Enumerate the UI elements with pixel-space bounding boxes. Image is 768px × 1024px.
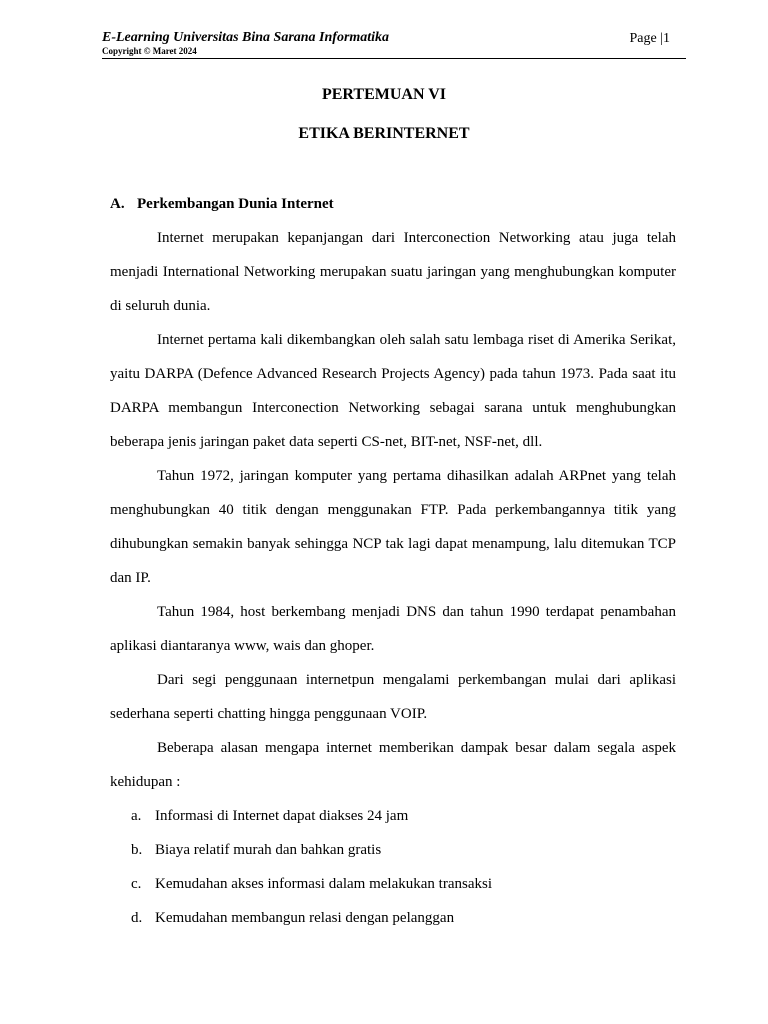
paragraph: Beberapa alasan mengapa internet memberikan dampak besar dalam segala aspek kehidupan : xyxy=(110,740,676,790)
list-item xyxy=(110,901,676,935)
header-title: E-Learning Universitas Bina Sarana Informatika xyxy=(102,30,390,45)
list-item xyxy=(110,833,676,867)
list-item-text: Informasi di Internet dapat diakses 24 jam xyxy=(155,808,409,824)
list-item-text: Biaya relatif murah dan bahkan gratis xyxy=(155,842,382,858)
page-number: Page |1 xyxy=(629,31,670,46)
list-item xyxy=(110,799,676,833)
section-heading-text: Perkembangan Dunia Internet xyxy=(137,196,334,212)
paragraph: Tahun 1984, host berkembang menjadi DNS dan tahun 1990 terdapat penambahan aplikasi diantaranya www, wais dan ghoper. xyxy=(110,604,676,654)
list-marker: c. xyxy=(131,876,142,892)
list-marker: a. xyxy=(131,808,142,824)
paragraph: Internet merupakan kepanjangan dari Interconection Networking atau juga telah menjadi International Networking merupakan suatu jaringan yang menghubungkan komputer di seluruh dunia. xyxy=(110,230,676,314)
list-item xyxy=(110,867,676,901)
section-letter: A. xyxy=(110,196,125,212)
header-copyright: Copyright © Maret 2024 xyxy=(102,46,197,56)
reasons-list xyxy=(110,799,676,935)
paragraph: Dari segi penggunaan internetpun mengalami perkembangan mulai dari aplikasi sederhana seperti chatting hingga penggunaan VOIP. xyxy=(110,672,676,722)
page-header xyxy=(102,30,686,59)
section-body xyxy=(110,221,676,935)
list-item-text: Kemudahan akses informasi dalam melakukan transaksi xyxy=(155,876,492,892)
list-marker: b. xyxy=(131,842,143,858)
paragraph: Tahun 1972, jaringan komputer yang pertama dihasilkan adalah ARPnet yang telah menghubungkan 40 titik dengan menggunakan FTP. Pada perkembangannya titik yang dihubungkan semakin banyak sehingga NCP tak lagi dapat menampung, lalu ditemukan TCP dan IP. xyxy=(110,468,676,586)
list-marker: d. xyxy=(131,910,143,926)
section-heading xyxy=(110,196,334,213)
paragraph: Internet pertama kali dikembangkan oleh salah satu lembaga riset di Amerika Serikat, yaitu DARPA (Defence Advanced Research Projects Agency) pada tahun 1973. Pada saat itu DARPA membangun Interconection Networking sebagai sarana untuk menghubungkan beberapa jenis jaringan paket data seperti CS-net, BIT-net, NSF-net, dll. xyxy=(110,332,676,450)
document-title: ETIKA BERINTERNET xyxy=(298,125,470,142)
chapter-heading: PERTEMUAN VI xyxy=(321,86,447,103)
list-item-text: Kemudahan membangun relasi dengan pelanggan xyxy=(155,910,455,926)
